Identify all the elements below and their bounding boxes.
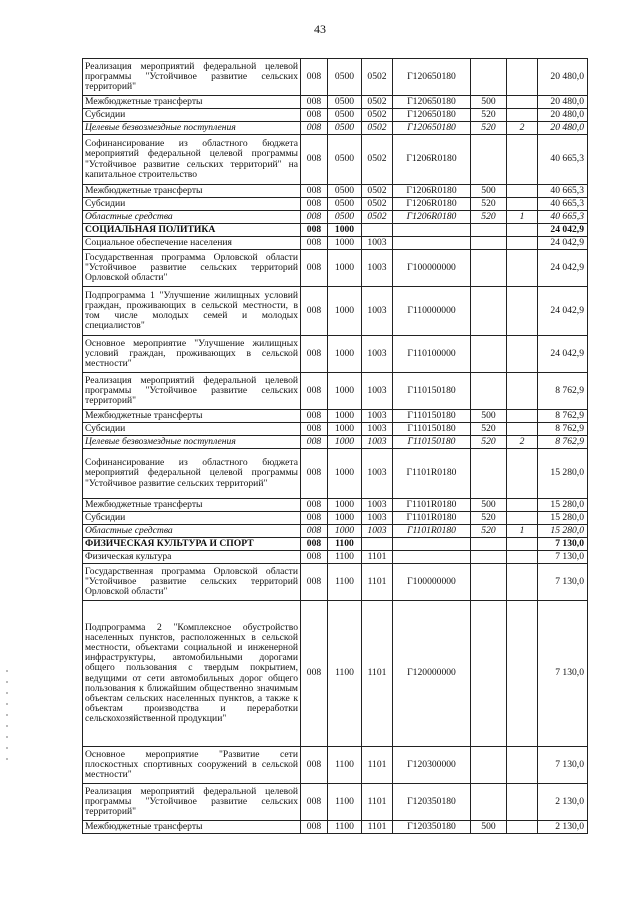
row-name: Подпрограмма 2 "Комплексное обустройство населенных пунктов, расположенных в сельской местности, объектами социальной и инженерной инфраструктуры, автомобильными дорогами общего пользования с твердым покрытием, ведущими от сети автомобильных дорог общего пользования к ближайшим общественно значимым объектам сельских населенных пунктов, а также к объектам производства и переработки сельскохозяйственной продукции" <box>83 601 301 747</box>
row-target-article: Г110000000 <box>393 287 471 336</box>
row-target-article: Г110100000 <box>393 336 471 373</box>
row-name: Субсидии <box>83 109 301 122</box>
row-target-article: Г120650180 <box>393 122 471 135</box>
row-subsection-code: 0502 <box>362 185 393 198</box>
row-funding-source <box>507 564 538 601</box>
row-ved-code: 008 <box>301 135 328 185</box>
row-ved-code: 008 <box>301 109 328 122</box>
row-amount: 20 480,0 <box>538 59 588 96</box>
row-funding-source <box>507 538 538 551</box>
row-section-code: 0500 <box>328 135 362 185</box>
row-name: Целевые безвозмездные поступления <box>83 436 301 449</box>
table-row <box>83 287 588 336</box>
row-target-article: Г110150180 <box>393 436 471 449</box>
row-name: Межбюджетные трансферты <box>83 96 301 109</box>
row-target-article: Г100000000 <box>393 564 471 601</box>
row-subsection-code: 1003 <box>362 449 393 499</box>
row-ved-code: 008 <box>301 564 328 601</box>
row-name: Подпрограмма 1 "Улучшение жилищных условий граждан, проживающих в сельской местности, в том числе молодых семей и молодых специалистов" <box>83 287 301 336</box>
table-row <box>83 59 588 96</box>
row-name: Физическая культура <box>83 551 301 564</box>
row-amount: 24 042,9 <box>538 224 588 237</box>
row-subsection-code: 1101 <box>362 821 393 834</box>
row-amount: 8 762,9 <box>538 410 588 423</box>
table-row <box>83 525 588 538</box>
row-funding-source <box>507 784 538 821</box>
row-amount: 15 280,0 <box>538 449 588 499</box>
row-subsection-code: 1003 <box>362 525 393 538</box>
row-expense-type: 520 <box>471 122 507 135</box>
row-target-article: Г1101R0180 <box>393 499 471 512</box>
row-ved-code: 008 <box>301 525 328 538</box>
row-section-code: 1000 <box>328 449 362 499</box>
row-target-article: Г120350180 <box>393 821 471 834</box>
row-section-code: 0500 <box>328 96 362 109</box>
row-name: Субсидии <box>83 198 301 211</box>
row-expense-type <box>471 747 507 784</box>
row-section-code: 0500 <box>328 122 362 135</box>
row-ved-code: 008 <box>301 821 328 834</box>
row-ved-code: 008 <box>301 336 328 373</box>
table-row <box>83 237 588 250</box>
row-funding-source <box>507 336 538 373</box>
row-target-article: Г120350180 <box>393 784 471 821</box>
row-subsection-code: 1101 <box>362 551 393 564</box>
row-funding-source <box>507 59 538 96</box>
row-expense-type <box>471 59 507 96</box>
row-expense-type <box>471 250 507 287</box>
row-name: Социальное обеспечение населения <box>83 237 301 250</box>
row-expense-type <box>471 784 507 821</box>
row-amount: 24 042,9 <box>538 237 588 250</box>
row-subsection-code: 1003 <box>362 237 393 250</box>
row-funding-source <box>507 287 538 336</box>
row-ved-code: 008 <box>301 747 328 784</box>
row-section-code: 1000 <box>328 224 362 237</box>
row-subsection-code: 1003 <box>362 373 393 410</box>
row-subsection-code: 0502 <box>362 198 393 211</box>
table-body <box>83 59 588 834</box>
row-ved-code: 008 <box>301 423 328 436</box>
row-section-code: 1100 <box>328 747 362 784</box>
row-funding-source <box>507 747 538 784</box>
row-expense-type: 520 <box>471 423 507 436</box>
row-subsection-code: 1003 <box>362 436 393 449</box>
row-subsection-code <box>362 538 393 551</box>
row-expense-type: 500 <box>471 499 507 512</box>
table-row <box>83 512 588 525</box>
table-row <box>83 449 588 499</box>
row-expense-type: 520 <box>471 525 507 538</box>
row-section-code: 1100 <box>328 601 362 747</box>
row-subsection-code: 1101 <box>362 601 393 747</box>
table-row <box>83 135 588 185</box>
row-section-code: 1000 <box>328 423 362 436</box>
table-row <box>83 747 588 784</box>
row-expense-type: 520 <box>471 198 507 211</box>
row-name: Межбюджетные трансферты <box>83 410 301 423</box>
row-expense-type <box>471 336 507 373</box>
row-amount: 7 130,0 <box>538 747 588 784</box>
row-expense-type: 500 <box>471 96 507 109</box>
row-subsection-code: 1003 <box>362 512 393 525</box>
row-target-article <box>393 237 471 250</box>
row-funding-source <box>507 551 538 564</box>
page-number: 43 <box>314 22 326 36</box>
row-ved-code: 008 <box>301 96 328 109</box>
row-expense-type: 520 <box>471 436 507 449</box>
row-expense-type <box>471 551 507 564</box>
row-subsection-code: 1003 <box>362 336 393 373</box>
row-funding-source: 2 <box>507 122 538 135</box>
row-target-article: Г120300000 <box>393 747 471 784</box>
row-amount: 2 130,0 <box>538 821 588 834</box>
row-name: Субсидии <box>83 512 301 525</box>
row-subsection-code: 0502 <box>362 96 393 109</box>
row-funding-source <box>507 512 538 525</box>
table-row <box>83 551 588 564</box>
row-funding-source: 1 <box>507 211 538 224</box>
row-ved-code: 008 <box>301 512 328 525</box>
row-target-article: Г120650180 <box>393 96 471 109</box>
row-target-article: Г1206R0180 <box>393 135 471 185</box>
row-funding-source <box>507 373 538 410</box>
table-row <box>83 198 588 211</box>
table-row <box>83 564 588 601</box>
row-target-article: Г110150180 <box>393 373 471 410</box>
row-name: Софинансирование из областного бюджета мероприятий федеральной целевой программы "Устойчивое развитие сельских территорий" <box>83 449 301 499</box>
table-row <box>83 538 588 551</box>
row-expense-type <box>471 449 507 499</box>
row-ved-code: 008 <box>301 59 328 96</box>
row-subsection-code: 0502 <box>362 109 393 122</box>
row-section-code: 1100 <box>328 551 362 564</box>
row-amount: 8 762,9 <box>538 373 588 410</box>
row-funding-source <box>507 185 538 198</box>
row-expense-type: 500 <box>471 821 507 834</box>
row-amount: 8 762,9 <box>538 436 588 449</box>
row-target-article: Г1101R0180 <box>393 512 471 525</box>
row-expense-type <box>471 224 507 237</box>
row-target-article: Г1101R0180 <box>393 525 471 538</box>
row-target-article: Г1206R0180 <box>393 198 471 211</box>
table-row <box>83 336 588 373</box>
row-subsection-code: 1003 <box>362 250 393 287</box>
row-name: Межбюджетные трансферты <box>83 821 301 834</box>
row-section-code: 1000 <box>328 250 362 287</box>
row-target-article: Г120000000 <box>393 601 471 747</box>
table-row <box>83 821 588 834</box>
row-amount: 24 042,9 <box>538 336 588 373</box>
row-amount: 15 280,0 <box>538 499 588 512</box>
row-ved-code: 008 <box>301 287 328 336</box>
row-target-article <box>393 538 471 551</box>
row-subsection-code: 1101 <box>362 564 393 601</box>
row-expense-type: 500 <box>471 185 507 198</box>
row-funding-source <box>507 198 538 211</box>
row-amount: 15 280,0 <box>538 512 588 525</box>
table-row <box>83 224 588 237</box>
row-target-article <box>393 224 471 237</box>
row-section-code: 1000 <box>328 336 362 373</box>
row-ved-code: 008 <box>301 211 328 224</box>
row-ved-code: 008 <box>301 250 328 287</box>
row-ved-code: 008 <box>301 237 328 250</box>
row-subsection-code: 1101 <box>362 784 393 821</box>
budget-table <box>82 58 588 834</box>
row-amount: 7 130,0 <box>538 551 588 564</box>
row-name: Субсидии <box>83 423 301 436</box>
table-row <box>83 96 588 109</box>
row-ved-code: 008 <box>301 122 328 135</box>
row-amount: 8 762,9 <box>538 423 588 436</box>
row-amount: 40 665,3 <box>538 211 588 224</box>
row-amount: 20 480,0 <box>538 109 588 122</box>
row-expense-type: 520 <box>471 512 507 525</box>
row-ved-code: 008 <box>301 224 328 237</box>
row-section-code: 1000 <box>328 512 362 525</box>
row-section-code: 1100 <box>328 564 362 601</box>
row-target-article: Г110150180 <box>393 410 471 423</box>
margin-marks <box>6 670 10 769</box>
row-name: Областные средства <box>83 211 301 224</box>
row-target-article: Г1206R0180 <box>393 211 471 224</box>
row-funding-source <box>507 423 538 436</box>
row-amount: 24 042,9 <box>538 287 588 336</box>
row-funding-source <box>507 410 538 423</box>
row-subsection-code: 0502 <box>362 122 393 135</box>
row-section-code: 1000 <box>328 525 362 538</box>
row-funding-source <box>507 499 538 512</box>
row-subsection-code: 1003 <box>362 410 393 423</box>
row-section-code: 0500 <box>328 198 362 211</box>
row-expense-type <box>471 564 507 601</box>
row-subsection-code: 1003 <box>362 287 393 336</box>
row-ved-code: 008 <box>301 538 328 551</box>
row-ved-code: 008 <box>301 436 328 449</box>
row-name: Областные средства <box>83 525 301 538</box>
row-section-code: 1100 <box>328 538 362 551</box>
row-subsection-code: 1101 <box>362 747 393 784</box>
table-row <box>83 122 588 135</box>
row-name: СОЦИАЛЬНАЯ ПОЛИТИКА <box>83 224 301 237</box>
row-section-code: 1000 <box>328 237 362 250</box>
row-amount: 24 042,9 <box>538 250 588 287</box>
row-expense-type <box>471 287 507 336</box>
row-ved-code: 008 <box>301 410 328 423</box>
row-name: Реализация мероприятий федеральной целевой программы "Устойчивое развитие сельских территорий" <box>83 59 301 96</box>
row-name: Реализация мероприятий федеральной целевой программы "Устойчивое развитие сельских территорий" <box>83 373 301 410</box>
row-expense-type <box>471 538 507 551</box>
row-expense-type <box>471 601 507 747</box>
row-name: Софинансирование из областного бюджета мероприятий федеральной целевой программы "Устойчивое развитие сельских территорий" на капитальное строительство <box>83 135 301 185</box>
row-name: Целевые безвозмездные поступления <box>83 122 301 135</box>
row-expense-type <box>471 135 507 185</box>
row-funding-source <box>507 449 538 499</box>
row-subsection-code: 0502 <box>362 59 393 96</box>
row-name: Основное мероприятие "Улучшение жилищных условий граждан, проживающих в сельской местности" <box>83 336 301 373</box>
row-section-code: 1000 <box>328 410 362 423</box>
row-expense-type: 520 <box>471 211 507 224</box>
table-row <box>83 423 588 436</box>
row-amount: 2 130,0 <box>538 784 588 821</box>
row-name: Государственная программа Орловской области "Устойчивое развитие сельских территорий Орловской области" <box>83 250 301 287</box>
row-name: Государственная программа Орловской области "Устойчивое развитие сельских территорий Орловской области" <box>83 564 301 601</box>
row-ved-code: 008 <box>301 373 328 410</box>
row-section-code: 0500 <box>328 109 362 122</box>
row-name: Реализация мероприятий федеральной целевой программы "Устойчивое развитие сельских территорий" <box>83 784 301 821</box>
row-expense-type <box>471 373 507 410</box>
table-row <box>83 436 588 449</box>
row-target-article: Г120650180 <box>393 59 471 96</box>
row-ved-code: 008 <box>301 449 328 499</box>
row-ved-code: 008 <box>301 551 328 564</box>
table-row <box>83 410 588 423</box>
row-funding-source: 1 <box>507 525 538 538</box>
row-amount: 40 665,3 <box>538 185 588 198</box>
row-target-article: Г100000000 <box>393 250 471 287</box>
row-section-code: 1000 <box>328 373 362 410</box>
row-name: Межбюджетные трансферты <box>83 499 301 512</box>
row-subsection-code: 0502 <box>362 135 393 185</box>
row-ved-code: 008 <box>301 198 328 211</box>
row-amount: 7 130,0 <box>538 601 588 747</box>
row-subsection-code <box>362 224 393 237</box>
table-row <box>83 211 588 224</box>
row-section-code: 1100 <box>328 784 362 821</box>
row-funding-source: 2 <box>507 436 538 449</box>
table-row <box>83 185 588 198</box>
row-subsection-code: 1003 <box>362 499 393 512</box>
row-funding-source <box>507 821 538 834</box>
table-row <box>83 250 588 287</box>
table-row <box>83 499 588 512</box>
row-amount: 15 280,0 <box>538 525 588 538</box>
row-amount: 7 130,0 <box>538 564 588 601</box>
row-funding-source <box>507 601 538 747</box>
row-target-article: Г120650180 <box>393 109 471 122</box>
row-amount: 20 480,0 <box>538 96 588 109</box>
row-section-code: 1100 <box>328 821 362 834</box>
row-ved-code: 008 <box>301 784 328 821</box>
row-funding-source <box>507 135 538 185</box>
row-section-code: 1000 <box>328 499 362 512</box>
row-ved-code: 008 <box>301 601 328 747</box>
row-amount: 7 130,0 <box>538 538 588 551</box>
row-section-code: 0500 <box>328 211 362 224</box>
table-row <box>83 373 588 410</box>
row-funding-source <box>507 237 538 250</box>
row-target-article: Г110150180 <box>393 423 471 436</box>
row-subsection-code: 1003 <box>362 423 393 436</box>
row-section-code: 1000 <box>328 287 362 336</box>
row-target-article <box>393 551 471 564</box>
row-section-code: 1000 <box>328 436 362 449</box>
table-row <box>83 109 588 122</box>
row-subsection-code: 0502 <box>362 211 393 224</box>
row-expense-type <box>471 237 507 250</box>
row-funding-source <box>507 109 538 122</box>
row-section-code: 0500 <box>328 59 362 96</box>
row-name: ФИЗИЧЕСКАЯ КУЛЬТУРА И СПОРТ <box>83 538 301 551</box>
row-amount: 20 480,0 <box>538 122 588 135</box>
row-target-article: Г1101R0180 <box>393 449 471 499</box>
row-section-code: 0500 <box>328 185 362 198</box>
row-funding-source <box>507 250 538 287</box>
row-expense-type: 520 <box>471 109 507 122</box>
row-amount: 40 665,3 <box>538 198 588 211</box>
table-row <box>83 784 588 821</box>
row-name: Основное мероприятие "Развитие сети плоскостных спортивных сооружений в сельской местности" <box>83 747 301 784</box>
row-expense-type: 500 <box>471 410 507 423</box>
row-amount: 40 665,3 <box>538 135 588 185</box>
table-row <box>83 601 588 747</box>
row-funding-source <box>507 224 538 237</box>
row-name: Межбюджетные трансферты <box>83 185 301 198</box>
row-ved-code: 008 <box>301 499 328 512</box>
row-target-article: Г1206R0180 <box>393 185 471 198</box>
row-funding-source <box>507 96 538 109</box>
row-ved-code: 008 <box>301 185 328 198</box>
